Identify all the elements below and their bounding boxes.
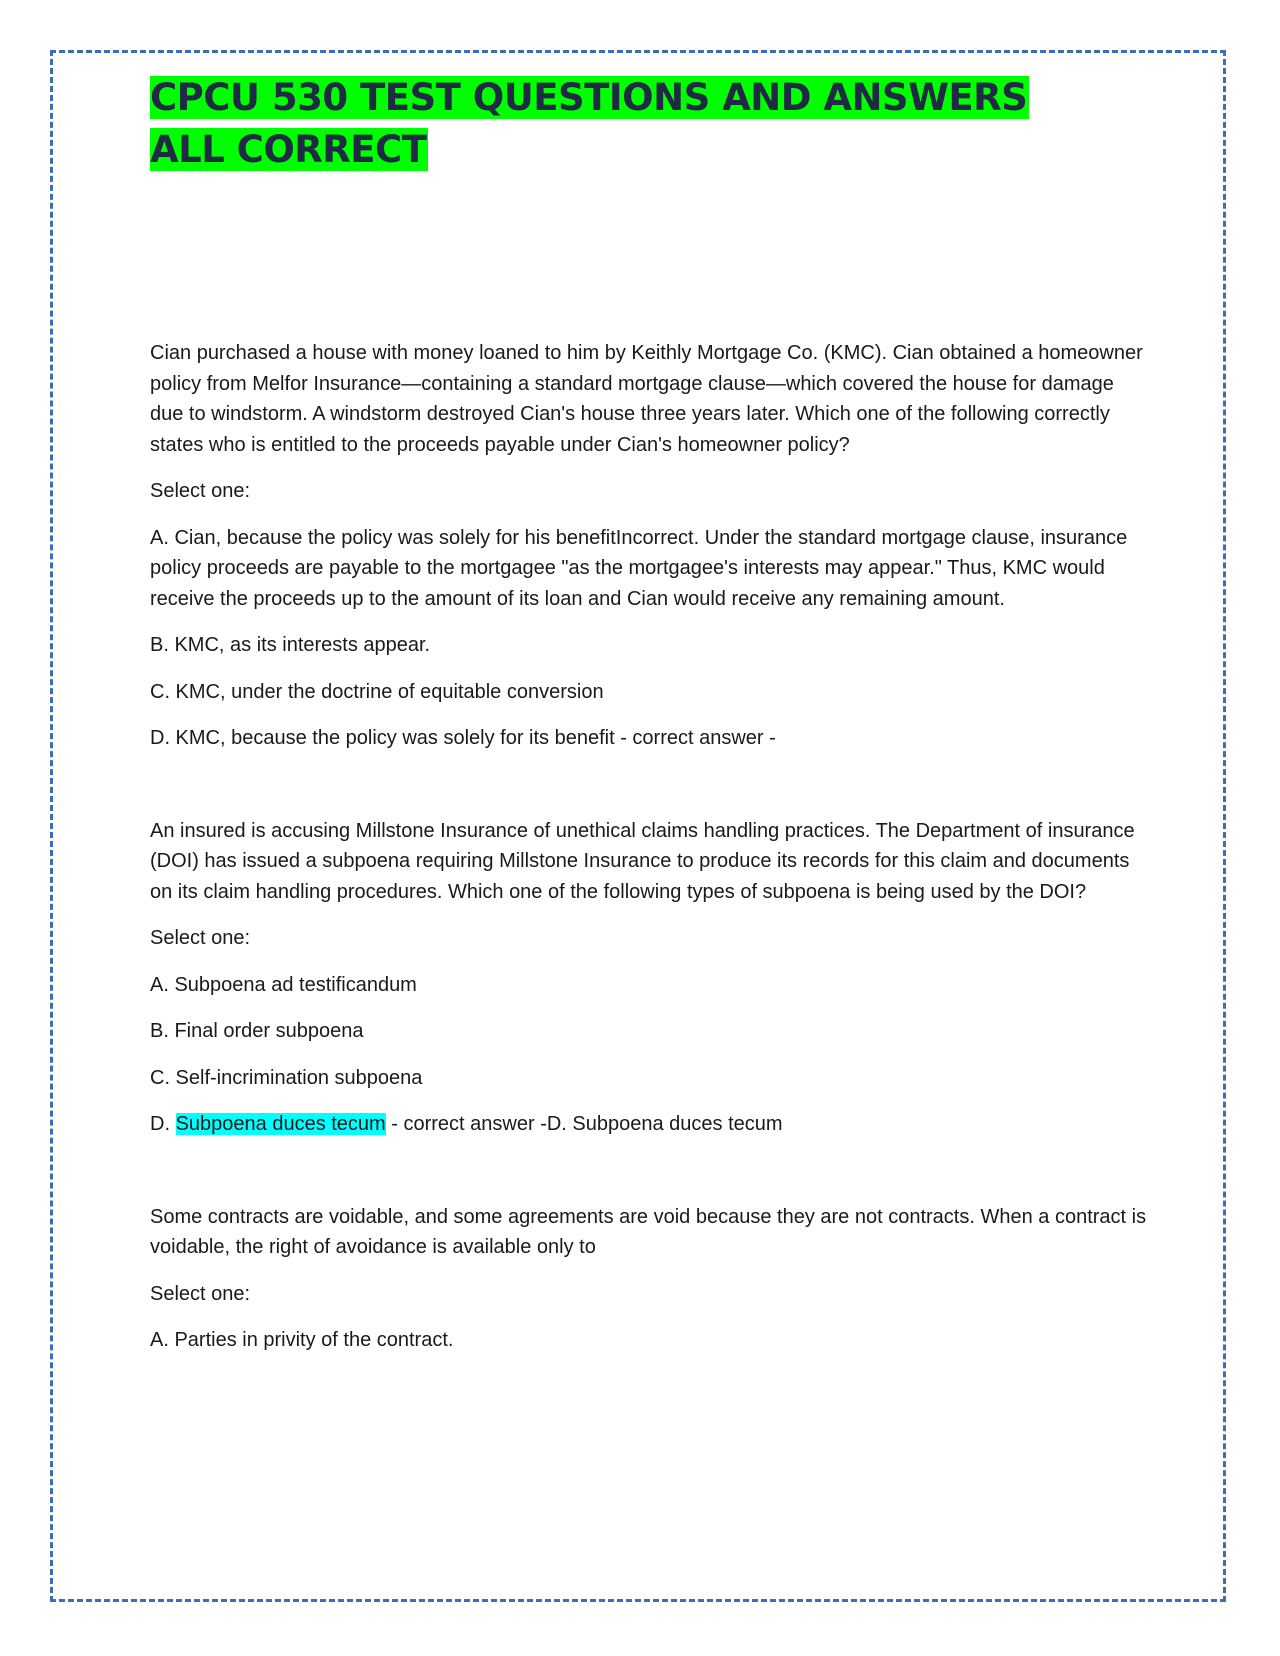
option-a: A. Subpoena ad testificandum: [150, 973, 417, 996]
question-3: [150, 1202, 1150, 1356]
question-stem: Some contracts are voidable, and some agreements are void because they are not contracts. When a contract is voidable, the right of avoidance is available only to: [150, 1205, 1147, 1258]
option-c: C. Self-incrimination subpoena: [150, 1066, 423, 1089]
option-d: [150, 1109, 1150, 1140]
highlighted-answer: Subpoena duces tecum: [175, 1113, 386, 1135]
question-stem: Cian purchased a house with money loaned to him by Keithly Mortgage Co. (KMC). Cian obtained a homeowner policy from Melfor Insurance—containing a standard mortgage clause—which covered the house for damage due to windstorm. A windstorm destroyed Cian's house three years later. Which one of the following correctly states who is entitled to the proceeds payable under Cian's homeowner policy?: [150, 342, 1143, 456]
select-prompt: Select one:: [150, 1282, 251, 1305]
select-prompt: Select one:: [150, 927, 251, 949]
option-b: B. Final order subpoena: [150, 1020, 364, 1042]
option-a: A. Parties in privity of the contract.: [150, 1329, 454, 1351]
question-2: [150, 816, 1150, 1140]
option-a: A. Cian, because the policy was solely for his benefitIncorrect. Under the standard mortgage clause, insurance policy proceeds are payable to the mortgagee "as the mortgagee's interests may appear." Thus, KMC would receive the proceeds up to the amount of its loan and Cian would receive any remaining amount.: [150, 526, 1128, 610]
option-c: C. KMC, under the doctrine of equitable conversion: [150, 680, 604, 703]
document-title: CPCU 530 TEST QUESTIONS AND ANSWERS ALL CORRECT: [150, 76, 1028, 171]
option-d: D. KMC, because the policy was solely for its benefit - correct answer -: [150, 727, 776, 749]
option-b: B. KMC, as its interests appear.: [150, 634, 431, 656]
question-stem: An insured is accusing Millstone Insurance of unethical claims handling practices. The Department of insurance (DOI) has issued a subpoena requiring Millstone Insurance to produce its records for this claim and documents on its claim handling procedures. Which one of the following types of subpoena is being used by the DOI?: [150, 819, 1135, 903]
question-1: [150, 338, 1150, 754]
question-list: [150, 338, 1150, 1356]
option-suffix: - correct answer -D. Subpoena duces tecum: [385, 1113, 783, 1135]
select-prompt: Select one:: [150, 480, 251, 502]
document-body: [150, 72, 1150, 1418]
option-prefix: D.: [150, 1113, 176, 1135]
